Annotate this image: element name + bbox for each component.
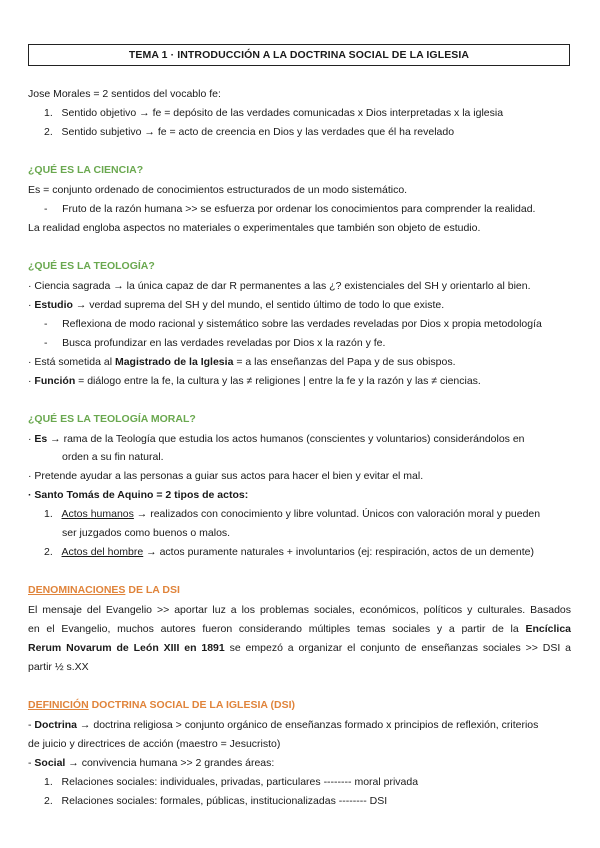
denom-paragraph-line: en el Evangelio, muchos autores fueron considerando múltiples temas sociales y a partir de la Encíclica [28,623,572,635]
ciencia-note: La realidad engloba aspectos no materiales o experimentales que también son objeto de estudio. [28,222,481,234]
list-item: 1. Relaciones sociales: individuales, privadas, particulares -------- moral privada [44,776,419,788]
list-item-cont: ser juzgados como buenos o malos. [62,527,231,539]
moral-line-2: · Pretende ayudar a las personas a guiar sus actos para hacer el bien y evitar el mal. [28,470,424,482]
teologia-line-2: · Estudio → verdad suprema del SH y del mundo, el sentido último de todo lo que existe. [28,299,445,311]
document-title: TEMA 1 · INTRODUCCIÓN A LA DOCTRINA SOCIAL DE LA IGLESIA [28,44,570,66]
definicion-line-2: - Social → convivencia humana >> 2 grandes áreas: [28,757,275,769]
teologia-line-4: · Función = diálogo entre la fe, la cultura y las ≠ religiones | entre la fe y la razón y las ≠ ciencias. [28,375,481,387]
section-heading-denominaciones: DENOMINACIONES DE LA DSI [28,584,180,596]
dash-item: - Reflexiona de modo racional y sistemático sobre las verdades reveladas por Dios x propia metodología [44,318,542,330]
list-item: 2. Relaciones sociales: formales, públicas, institucionalizadas -------- DSI [44,795,388,807]
denom-paragraph-line: El mensaje del Evangelio >> aportar luz a los problemas sociales, económicos, políticos y culturales. Basados [28,604,571,616]
ciencia-definition: Es = conjunto ordenado de conocimientos estructurados de un modo sistemático. [28,184,408,196]
denom-paragraph-line: partir ½ s.XX [28,661,89,673]
teologia-line-1: · Ciencia sagrada → la única capaz de dar R permanentes a las ¿? existenciales del SH y orientarlo al bien. [28,280,531,292]
moral-line-3: · Santo Tomás de Aquino = 2 tipos de actos: [28,489,249,501]
section-heading-teologia: ¿QUÉ ES LA TEOLOGÍA? [28,260,155,272]
list-item: 2. Actos del hombre → actos puramente naturales + involuntarios (ej: respiración, actos de un demente) [44,546,534,558]
section-heading-definicion: DEFINICIÓN DOCTRINA SOCIAL DE LA IGLESIA (DSI) [28,699,295,711]
dash-item: - Busca profundizar en las verdades reveladas por Dios x la razón y fe. [44,337,386,349]
dash-item: - Fruto de la razón humana >> se esfuerza por ordenar los conocimientos para comprender la realidad. [44,203,536,215]
section-heading-moral: ¿QUÉ ES LA TEOLOGÍA MORAL? [28,413,196,425]
list-item: 1. Actos humanos → realizados con conocimiento y libre voluntad. Únicos con valoración moral y pueden [44,508,541,520]
teologia-line-3: · Está sometida al Magistrado de la Iglesia = a las enseñanzas del Papa y de sus obispos. [28,356,456,368]
definicion-line-1: - Doctrina → doctrina religiosa > conjunto orgánico de enseñanzas formado x principios de reflexión, criterios [28,719,539,731]
list-item: 2. Sentido subjetivo → fe = acto de creencia en Dios y las verdades que él ha revelado [44,126,455,138]
intro-line: Jose Morales = 2 sentidos del vocablo fe: [28,88,221,100]
denom-paragraph-line: Rerum Novarum de León XIII en 1891 se empezó a organizar el conjunto de enseñanzas sociales >> DSI a [28,642,571,654]
moral-line-1-cont: orden a su fin natural. [62,451,164,463]
list-item: 1. Sentido objetivo → fe = depósito de las verdades comunicadas x Dios interpretadas x la iglesia [44,107,504,119]
moral-line-1: · Es → rama de la Teología que estudia los actos humanos (conscientes y voluntarios) considerándolos en [28,433,525,445]
section-heading-ciencia: ¿QUÉ ES LA CIENCIA? [28,164,144,176]
definicion-line-1-cont: de juicio y directrices de acción (maestro = Jesucristo) [28,738,281,750]
